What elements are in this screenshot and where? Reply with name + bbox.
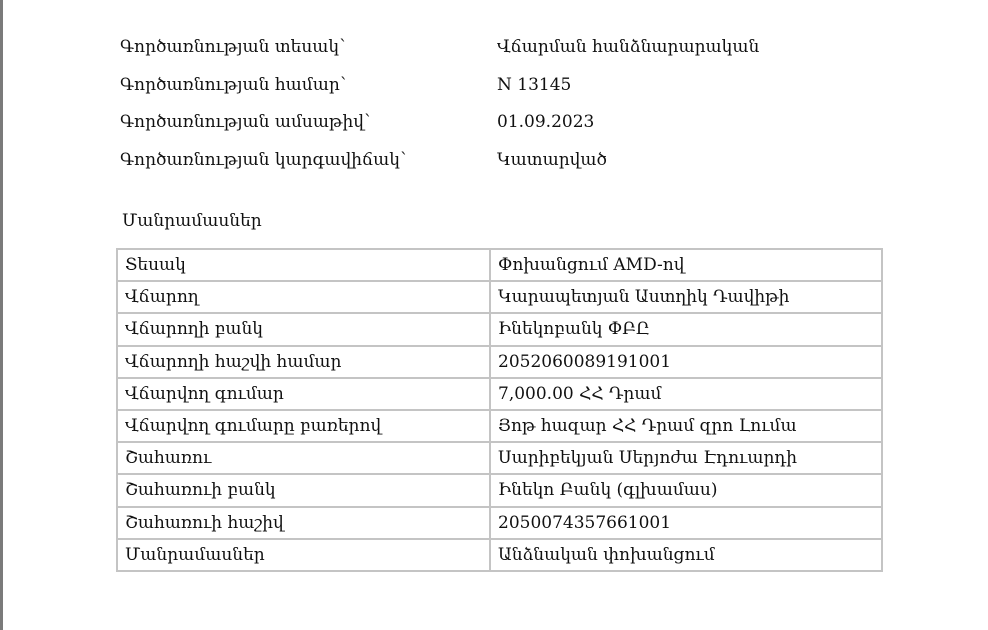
- row-value: Յոթ հազար ՀՀ Դրամ զրո Լումա: [490, 410, 882, 442]
- table-row: [117, 539, 882, 571]
- row-label: Վճարվող գումար: [117, 378, 490, 410]
- table-row: [117, 507, 882, 539]
- row-value: 2052060089191001: [490, 346, 882, 378]
- row-label: Վճարվող գումարը բառերով: [117, 410, 490, 442]
- row-label: Շահառուի հաշիվ: [117, 507, 490, 539]
- table-row: [117, 313, 882, 345]
- details-section-title: Մանրամասներ: [122, 211, 262, 231]
- row-label: Վճարողի բանկ: [117, 313, 490, 345]
- table-row: [117, 281, 882, 313]
- table-row: [117, 474, 882, 506]
- row-label: Շահառու: [117, 442, 490, 474]
- table-row: [117, 378, 882, 410]
- summary-value: 01.09.2023: [497, 112, 595, 132]
- summary-value: N 13145: [497, 74, 572, 95]
- table-row: [117, 410, 882, 442]
- row-value: Սարիբեկյան Սերյոժա Էդուարդի: [490, 442, 882, 474]
- row-value: Կարապետյան Աստղիկ Դավիթի: [490, 281, 882, 313]
- row-value: 7,000.00 ՀՀ Դրամ: [490, 378, 882, 410]
- row-value: Փոխանցում AMD-ով: [490, 249, 882, 281]
- table-row: [117, 442, 882, 474]
- summary-label: Գործառնության ամսաթիվ՝: [120, 112, 371, 132]
- table-row: [117, 346, 882, 378]
- summary-label: Գործառնության համար՝: [120, 74, 347, 95]
- summary-value: Կատարված: [497, 149, 607, 170]
- table-row: [117, 249, 882, 281]
- row-label: Մանրամասներ: [117, 539, 490, 571]
- row-value: Ինեկո Բանկ (գլխամաս): [490, 474, 882, 506]
- summary-label: Գործառնության տեսակ՝: [120, 37, 346, 57]
- row-label: Վճարող: [117, 281, 490, 313]
- row-label: Վճարողի հաշվի համար: [117, 346, 490, 378]
- summary-value: Վճարման հանձնարարական: [497, 37, 760, 57]
- row-label: Շահառուի բանկ: [117, 474, 490, 506]
- row-value: Անձնական փոխանցում: [490, 539, 882, 571]
- page-left-border: [0, 0, 3, 630]
- row-value: Ինեկոբանկ ՓԲԸ: [490, 313, 882, 345]
- summary-label: Գործառնության կարգավիճակ՝: [120, 149, 407, 170]
- row-label: Տեսակ: [117, 249, 490, 281]
- row-value: 2050074357661001: [490, 507, 882, 539]
- details-table: [116, 248, 883, 572]
